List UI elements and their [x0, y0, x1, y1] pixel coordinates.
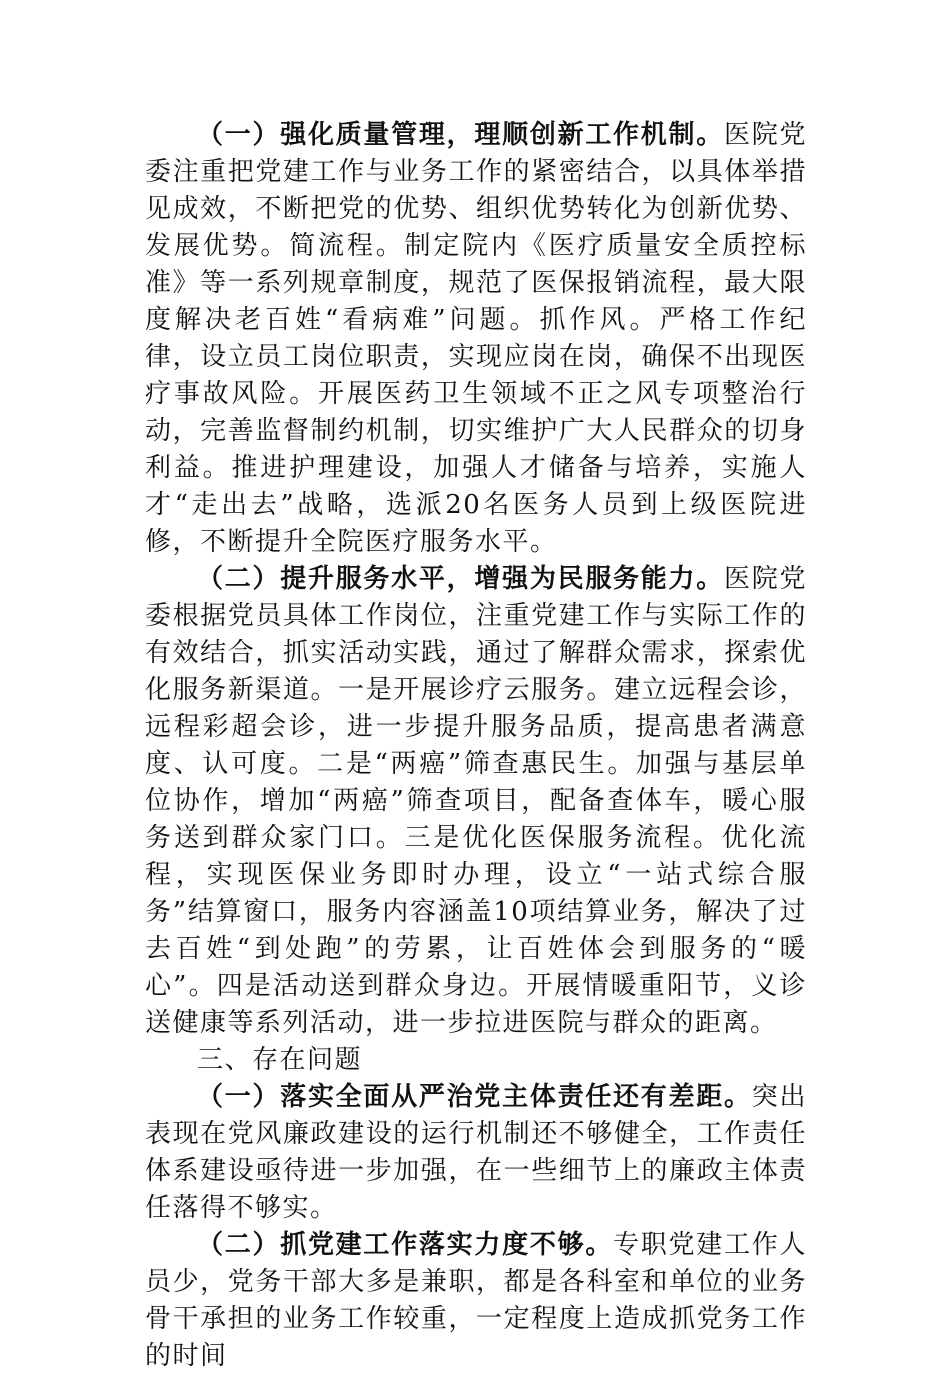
paragraph-text: 突出表现在党风廉政建设的运行机制还不够健全，工作责任体系建设亟待进一步加强，在一些细节上的廉政主体责任落得不够实。: [145, 1082, 807, 1223]
paragraph-text: 医院党委根据党员具体工作岗位，注重党建工作与实际工作的有效结合，抓实活动实践，通过了解群众需求，探索优化服务新渠道。一是开展诊疗云服务。建立远程会诊，远程彩超会诊，进一步提升服务品质，提高患者满意度、认可度。二是“两癌”筛查惠民生。加强与基层单位协作，增加“两癌”筛查项目，配备查体车，暖心服务送到群众家门口。三是优化医保服务流程。优化流程，实现医保业务即时办理，设立“一站式综合服务”结算窗口，服务内容涵盖10项结算业务，解决了过去百姓“到处跑”的劳累，让百姓体会到服务的“暖心”。四是活动送到群众身边。开展情暖重阳节，义诊送健康等系列活动，进一步拉进医院与群众的距离。: [145, 564, 807, 1038]
paragraph-service-level: [145, 561, 807, 1042]
paragraph-lead: （一）强化质量管理，理顺创新工作机制。: [197, 120, 724, 150]
paragraph-quality-management: [145, 117, 807, 561]
paragraph-lead: （二）提升服务水平，增强为民服务能力。: [197, 564, 724, 594]
paragraph-lead: （一）落实全面从严治党主体责任还有差距。: [197, 1082, 752, 1112]
paragraph-problem-implementation: [145, 1227, 807, 1375]
paragraph-text: 专职党建工作人员少，党务干部大多是兼职，都是各科室和单位的业务骨干承担的业务工作较重，一定程度上造成抓党务工作的时间: [145, 1230, 807, 1371]
document-body: [145, 117, 807, 1375]
paragraph-lead: （二）抓党建工作落实力度不够。: [197, 1230, 614, 1260]
paragraph-text: 医院党委注重把党建工作与业务工作的紧密结合，以具体举措见成效，不断把党的优势、组织优势转化为创新优势、发展优势。简流程。制定院内《医疗质量安全质控标准》等一系列规章制度，规范了医保报销流程，最大限度解决老百姓“看病难”问题。抓作风。严格工作纪律，设立员工岗位职责，实现应岗在岗，确保不出现医疗事故风险。开展医药卫生领域不正之风专项整治行动，完善监督制约机制，切实维护广大人民群众的切身利益。推进护理建设，加强人才储备与培养，实施人才“走出去”战略，选派20名医务人员到上级医院进修，不断提升全院医疗服务水平。: [145, 120, 807, 557]
paragraph-problem-responsibility: [145, 1079, 807, 1227]
section-heading: 三、存在问题: [197, 1045, 363, 1075]
